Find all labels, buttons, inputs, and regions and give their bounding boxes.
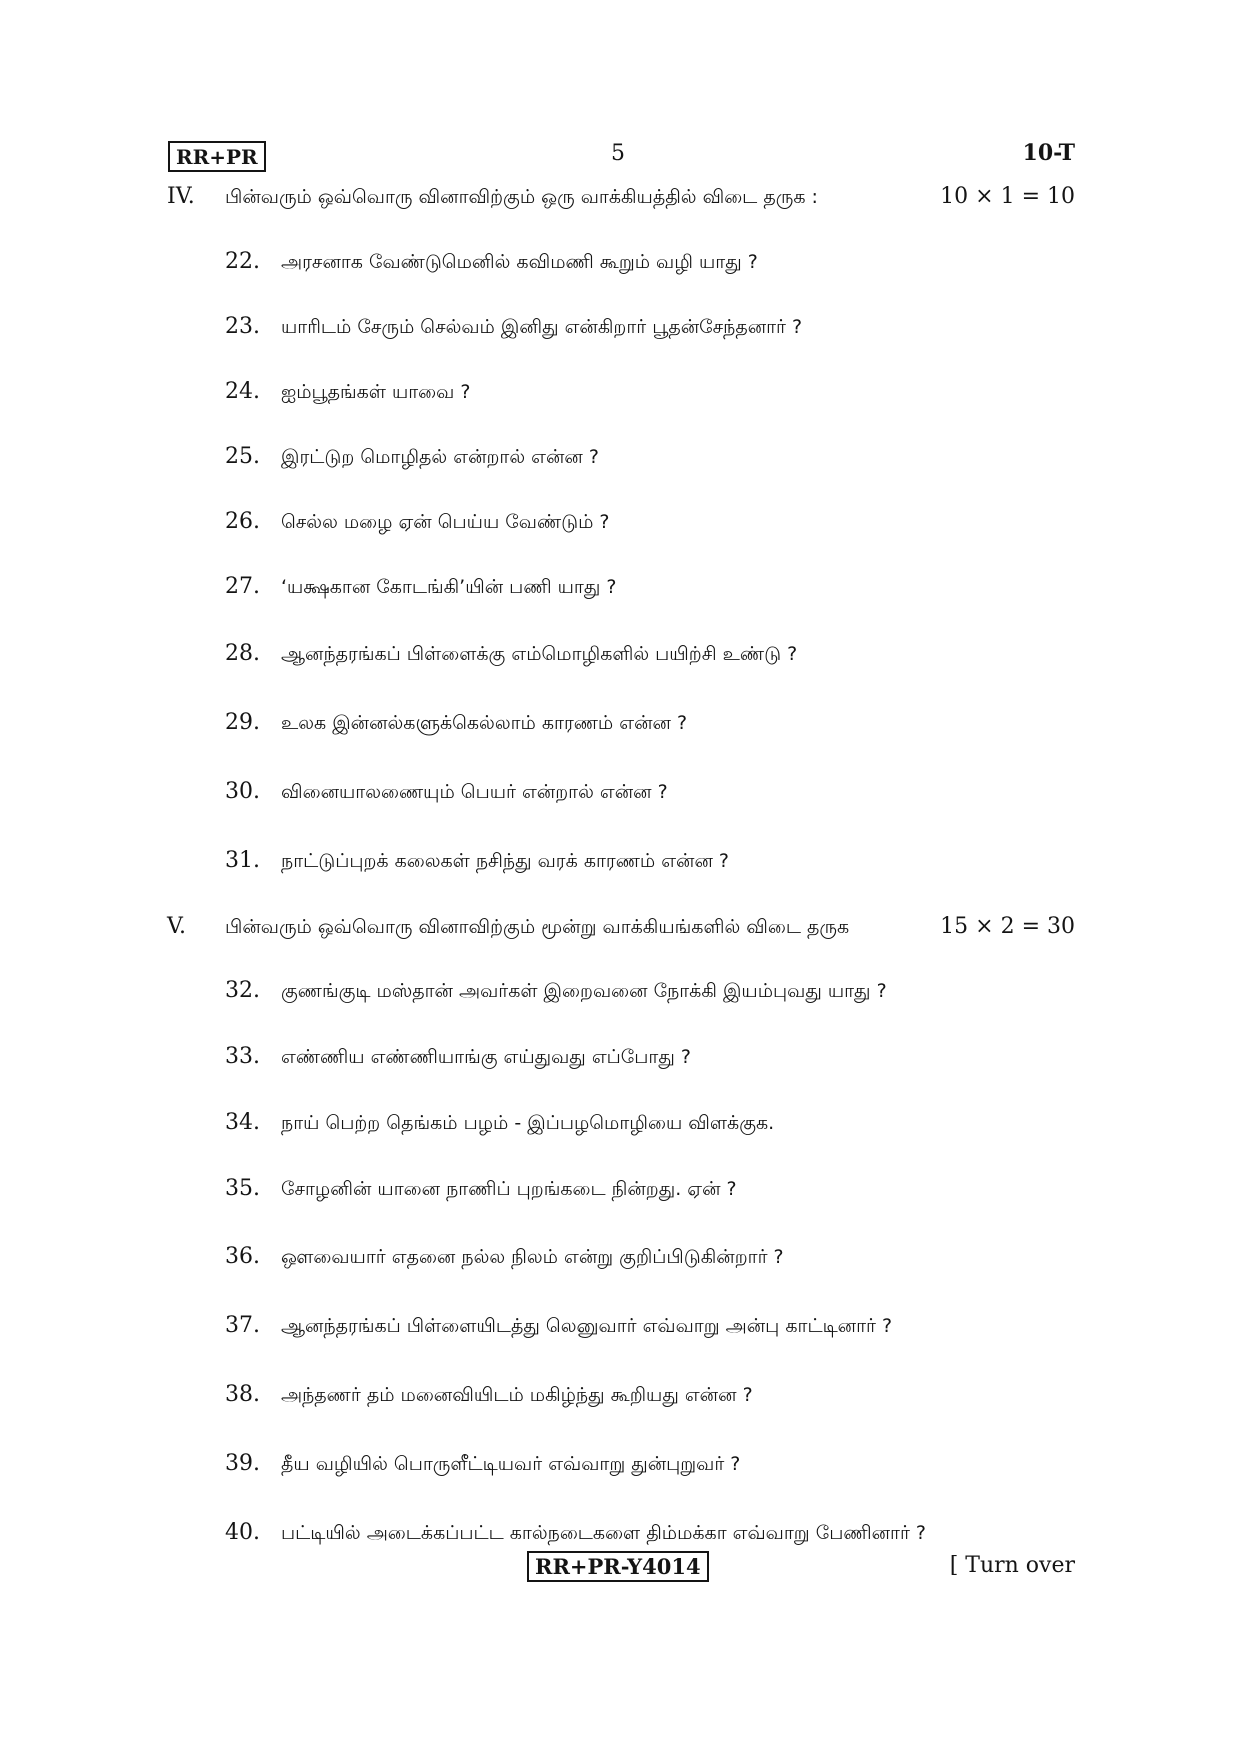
question-text: எண்ணிய எண்ணியாங்கு எய்துவது எப்போது ? — [281, 1046, 691, 1068]
question-number: 36. — [225, 1244, 260, 1269]
question-number: 34. — [225, 1110, 260, 1135]
question-text: நாய் பெற்ற தெங்கம் பழம் - இப்பழமொழியை விளக்குக. — [281, 1112, 775, 1134]
question-text: உலக இன்னல்களுக்கெல்லாம் காரணம் என்ன ? — [281, 712, 688, 734]
question-text: ஔவையார் எதனை நல்ல நிலம் என்று குறிப்பிடுகின்றார் ? — [281, 1246, 784, 1268]
question-text: நாட்டுப்புறக் கலைகள் நசிந்து வரக் காரணம் என்ன ? — [281, 850, 730, 872]
question-item — [225, 848, 729, 878]
question-number: 35. — [225, 1176, 260, 1201]
question-item — [225, 1451, 740, 1481]
section-instruction: பின்வரும் ஒவ்வொரு வினாவிற்கும் மூன்று வாக்கியங்களில் விடை தருக — [225, 916, 850, 938]
question-text: பட்டியில் அடைக்கப்பட்ட கால்நடைகளை திம்மக்கா எவ்வாறு பேணினார் ? — [281, 1522, 926, 1544]
question-number: 32. — [225, 978, 260, 1003]
question-text: வினையாலணையும் பெயர் என்றால் என்ன ? — [281, 781, 668, 803]
question-item — [225, 710, 687, 740]
question-number: 39. — [225, 1451, 260, 1476]
question-number: 26. — [225, 509, 260, 534]
section-instruction: பின்வரும் ஒவ்வொரு வினாவிற்கும் ஒரு வாக்கியத்தில் விடை தருக : — [225, 186, 818, 208]
question-number: 31. — [225, 848, 260, 873]
question-item — [225, 249, 758, 279]
question-text: சோழனின் யானை நாணிப் புறங்கடை நின்றது. ஏன் ? — [281, 1178, 737, 1200]
question-number: 29. — [225, 710, 260, 735]
section-numeral: V. — [167, 914, 187, 939]
question-number: 22. — [225, 249, 260, 274]
question-text: இரட்டுற மொழிதல் என்றால் என்ன ? — [281, 446, 599, 468]
question-item — [225, 444, 599, 474]
question-number: 23. — [225, 314, 260, 339]
question-number: 25. — [225, 444, 260, 469]
question-text: ஆனந்தரங்கப் பிள்ளைக்கு எம்மொழிகளில் பயிற்சி உண்டு ? — [281, 643, 798, 665]
section-marks: 15 × 2 = 30 — [940, 914, 1075, 939]
question-text: ஆனந்தரங்கப் பிள்ளையிடத்து லெனுவார் எவ்வாறு அன்பு காட்டினார் ? — [281, 1315, 893, 1337]
question-item — [225, 1520, 926, 1550]
question-text: யாரிடம் சேரும் செல்வம் இனிது என்கிறார் பூதன்சேந்தனார் ? — [281, 316, 803, 338]
question-item — [225, 314, 802, 344]
question-item — [225, 379, 470, 409]
page-number: 5 — [611, 141, 625, 166]
header-right-code: 10-T — [1022, 140, 1075, 166]
question-item — [225, 1176, 737, 1206]
question-item — [225, 978, 887, 1008]
question-text: தீய வழியில் பொருளீட்டியவர் எவ்வாறு துன்புறுவர் ? — [281, 1453, 741, 1475]
question-item — [225, 509, 610, 539]
question-item — [225, 1244, 784, 1274]
question-item — [225, 1044, 691, 1074]
question-text: செல்ல மழை ஏன் பெய்ய வேண்டும் ? — [281, 511, 610, 533]
question-item — [225, 1313, 892, 1343]
question-number: 28. — [225, 641, 260, 666]
question-number: 30. — [225, 779, 260, 804]
question-text: ‘யக்ஷகான கோடங்கி’யின் பணி யாது ? — [281, 576, 617, 598]
question-item — [225, 1382, 753, 1412]
question-number: 33. — [225, 1044, 260, 1069]
question-number: 27. — [225, 574, 260, 599]
section-marks: 10 × 1 = 10 — [940, 184, 1075, 209]
question-number: 40. — [225, 1520, 260, 1545]
question-item — [225, 641, 797, 671]
turn-over-label: [ Turn over — [949, 1553, 1075, 1578]
question-number: 37. — [225, 1313, 260, 1338]
question-item — [225, 574, 616, 604]
header-left-code: RR+PR — [168, 141, 266, 172]
question-item — [225, 1110, 774, 1140]
question-number: 38. — [225, 1382, 260, 1407]
question-text: குணங்குடி மஸ்தான் அவர்கள் இறைவனை நோக்கி இயம்புவது யாது ? — [281, 980, 887, 1002]
question-item — [225, 779, 668, 809]
question-text: அரசனாக வேண்டுமெனில் கவிமணி கூறும் வழி யாது ? — [281, 251, 758, 273]
question-number: 24. — [225, 379, 260, 404]
question-text: ஐம்பூதங்கள் யாவை ? — [281, 381, 471, 403]
section-numeral: IV. — [167, 184, 195, 209]
question-text: அந்தணர் தம் மனைவியிடம் மகிழ்ந்து கூறியது என்ன ? — [281, 1384, 753, 1406]
footer-code: RR+PR-Y4014 — [527, 1551, 709, 1582]
